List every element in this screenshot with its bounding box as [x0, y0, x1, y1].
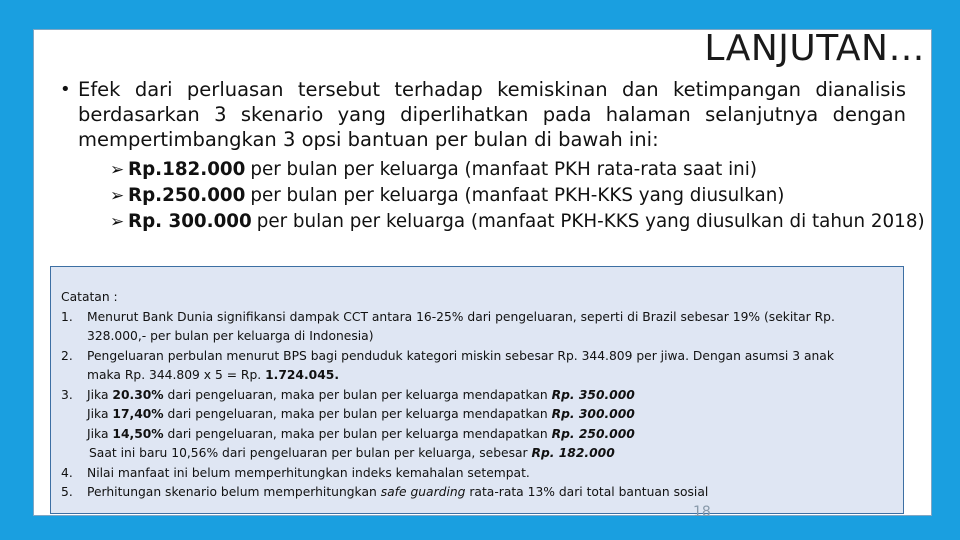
notes-box — [50, 266, 904, 514]
note-text: Menurut Bank Dunia signifikansi dampak CCT antara 16-25% dari pengeluaran, seperti di Brazil sebesar 19% (sekitar Rp. — [87, 309, 835, 324]
option-amount: Rp.182.000 — [128, 159, 246, 180]
note-text: Jika — [87, 426, 113, 441]
main-content — [60, 77, 925, 235]
bullet-dot-icon: • — [60, 79, 71, 100]
note-item — [61, 464, 895, 484]
note-emphasis: 20.30% — [112, 387, 164, 402]
slide-title: LANJUTAN… — [704, 28, 925, 69]
note-amount: Rp. 300.000 — [551, 407, 635, 421]
note-text: rata-rata 13% dari total bantuan sosial — [465, 485, 709, 499]
note-number: 1. — [61, 309, 73, 324]
note-text: Jika — [87, 407, 113, 421]
notes-heading: Catatan : — [61, 290, 118, 304]
note-text: dari pengeluaran, maka per bulan per keluarga mendapatkan — [163, 387, 552, 402]
option-item — [110, 157, 906, 183]
note-text: Pengeluaran perbulan menurut BPS bagi penduduk kategori miskin sebesar Rp. 344.809 per jiwa. Dengan asumsi 3 anak — [87, 348, 834, 363]
note-emphasis: 1.724.045. — [265, 368, 340, 382]
note-text: dari pengeluaran, maka per bulan per keluarga mendapatkan — [163, 426, 552, 441]
option-list — [110, 157, 925, 235]
bullet-item — [60, 77, 906, 152]
arrow-bullet-icon: ➢ — [110, 160, 125, 180]
note-amount: Rp. 182.000 — [531, 446, 615, 460]
option-item — [110, 183, 906, 209]
option-desc: per bulan per keluarga (manfaat PKH rata-rata saat ini) — [250, 159, 757, 180]
note-emphasis: 14,50% — [112, 426, 164, 441]
option-amount: Rp. 300.000 — [128, 211, 252, 232]
option-amount: Rp.250.000 — [128, 185, 246, 206]
note-amount: Rp. 350.000 — [551, 387, 635, 402]
option-item — [110, 209, 925, 235]
note-item — [61, 308, 895, 347]
option-desc: per bulan per keluarga (manfaat PKH-KKS yang diusulkan di tahun 2018) — [256, 211, 925, 232]
note-text: Perhitungan skenario belum memperhitungkan — [87, 485, 381, 499]
note-text: Saat ini baru 10,56% dari pengeluaran per bulan per keluarga, sebesar — [89, 446, 532, 460]
note-text: Nilai manfaat ini belum memperhitungkan indeks kemahalan setempat. — [87, 465, 530, 480]
note-item — [61, 386, 895, 464]
note-text: dari pengeluaran, maka per bulan per keluarga mendapatkan — [163, 407, 552, 421]
note-text: maka Rp. 344.809 x 5 = Rp. — [87, 368, 266, 382]
slide — [33, 28, 932, 520]
bullet-text: Efek dari perluasan tersebut terhadap kemiskinan dan ketimpangan dianalisis berdasarkan 3 skenario yang diperlihatkan pada halaman selanjutnya dengan mempertimbangkan 3 opsi bantuan per bulan di bawah ini: — [78, 78, 906, 151]
arrow-bullet-icon: ➢ — [110, 212, 125, 232]
option-desc: per bulan per keluarga (manfaat PKH-KKS yang diusulkan) — [250, 185, 785, 206]
note-number: 4. — [61, 465, 73, 480]
note-amount: Rp. 250.000 — [551, 426, 635, 441]
note-text: 328.000,- per bulan per keluarga di Indonesia) — [87, 329, 374, 343]
note-item — [61, 483, 895, 503]
note-number: 5. — [61, 485, 73, 499]
note-item — [61, 347, 895, 386]
note-number: 2. — [61, 348, 73, 363]
arrow-bullet-icon: ➢ — [110, 186, 125, 206]
note-emphasis: 17,40% — [112, 407, 164, 421]
note-text: Jika — [87, 387, 113, 402]
page-number: 18 — [693, 504, 711, 520]
note-number: 3. — [61, 387, 73, 402]
note-italic: safe guarding — [380, 485, 466, 499]
